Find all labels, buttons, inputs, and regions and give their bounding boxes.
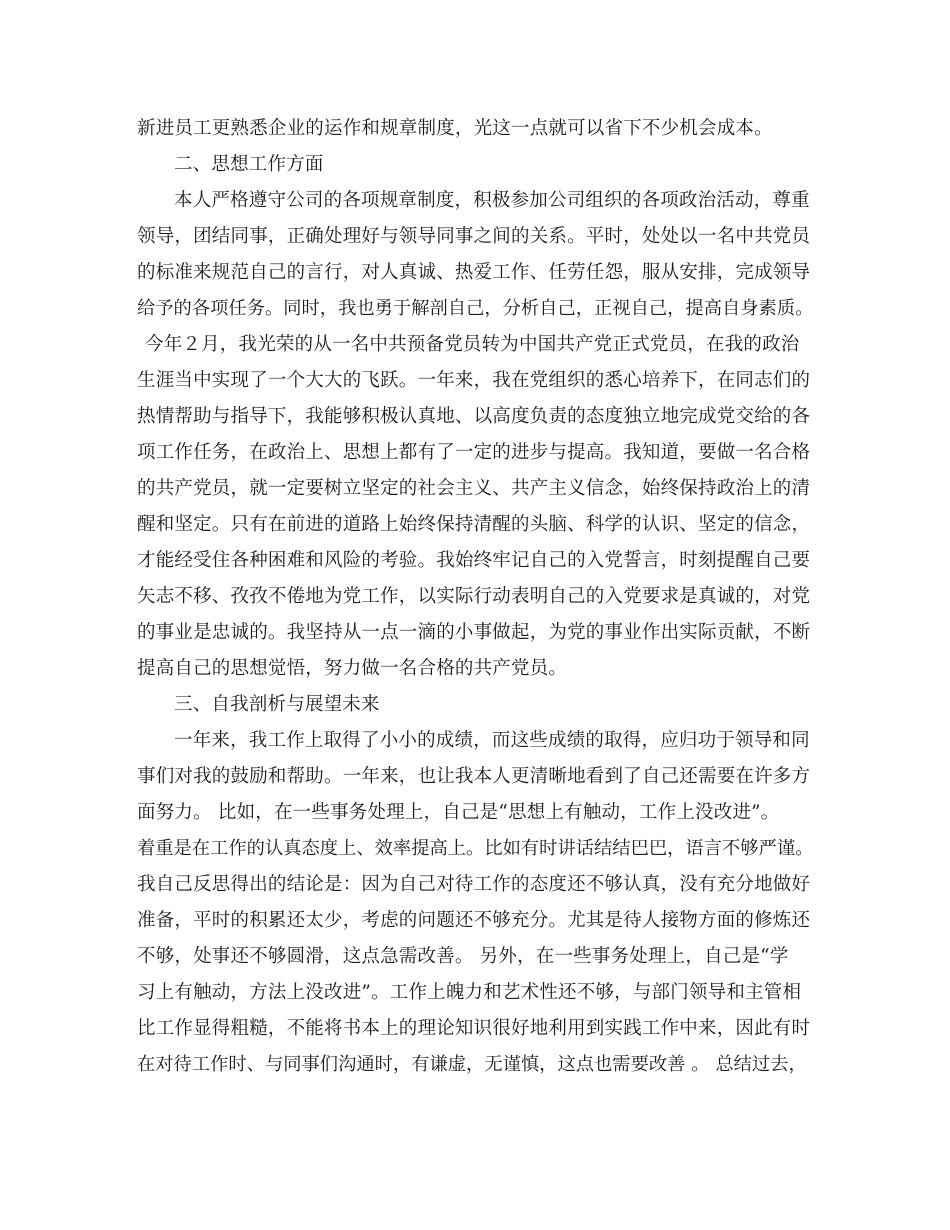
text-line: 给予的各项任务。同时，我也勇于解剖自己，分析自己，正视自己，提高自身素质。 (137, 298, 814, 319)
text-line: 才能经受住各种困难和风险的考验。我始终牢记自己的入党誓言，时刻提醒自己要 (137, 550, 811, 571)
paragraph-first-line: 一年来，我工作上取得了小小的成绩，而这些成绩的取得，应归功于领导和同 (174, 730, 810, 751)
text-line: 领导，团结同事，正确处理好与领导同事之间的关系。平时，处处以一名中共党员 (137, 226, 811, 247)
text-line: 项工作任务，在政治上、思想上都有了一定的进步与提高。我知道，要做一名合格 (137, 442, 811, 463)
text-line: 着重是在工作的认真态度上、效率提高上。比如有时讲话结结巴巴，语言不够严谨。 (137, 838, 814, 859)
text-line: 习上有触动，方法上没改进”。工作上魄力和艺术性还不够，与部门领导和主管相 (137, 982, 802, 1003)
text-line: 矢志不移、孜孜不倦地为党工作，以实际行动表明自己的入党要求是真诚的，对党 (137, 586, 811, 607)
section-heading-thought-work: 二、思想工作方面 (174, 154, 324, 175)
section-heading-self-analysis: 三、自我剖析与展望未来 (174, 694, 380, 715)
text-line: 不够，处事还不够圆滑，这点急需改善。 另外，在一些事务处理上，自己是“学 (137, 946, 789, 967)
text-line: 准备，平时的积累还太少，考虑的问题还不够充分。尤其是待人接物方面的修炼还 (137, 910, 811, 931)
text-line: 在对待工作时、与同事们沟通时，有谦虚，无谨慎，这点也需要改善 。 总结过去， (137, 1054, 807, 1075)
text-line: 比工作显得粗糙，不能将书本上的理论知识很好地利用到实践工作中来，因此有时 (137, 1018, 811, 1039)
text-line: 今年２月，我光荣的从一名中共预备党员转为中国共产党正式党员，在我的政治 (145, 334, 800, 355)
text-line: 热情帮助与指导下，我能够积极认真地、以高度负责的态度独立地完成党交给的各 (137, 406, 811, 427)
text-line: 我自己反思得出的结论是：因为自己对待工作的态度还不够认真，没有充分地做好 (137, 874, 811, 895)
text-line: 新进员工更熟悉企业的运作和规章制度，光这一点就可以省下不少机会成本。 (137, 118, 773, 139)
text-line: 的事业是忠诚的。我坚持从一点一滴的小事做起，为党的事业作出实际贡献，不断 (137, 622, 811, 643)
text-line: 生涯当中实现了一个大大的飞跃。一年来，我在党组织的悉心培养下，在同志们的 (137, 370, 811, 391)
text-line: 提高自己的思想觉悟，努力做一名合格的共产党员。 (137, 658, 568, 679)
text-line: 的标准来规范自己的言行，对人真诚、热爱工作、任劳任怨，服从安排，完成领导 (137, 262, 811, 283)
text-line: 醒和坚定。只有在前进的道路上始终保持清醒的头脑、科学的认识、坚定的信念， (137, 514, 811, 535)
text-line: 的共产党员，就一定要树立坚定的社会主义、共产主义信念，始终保持政治上的清 (137, 478, 811, 499)
text-line: 面努力。 比如，在一些事务处理上，自己是“思想上有触动，工作上没改进”。 (137, 802, 780, 823)
paragraph-first-line: 本人严格遵守公司的各项规章制度，积极参加公司组织的各项政治活动，尊重 (174, 190, 810, 211)
text-line: 事们对我的鼓励和帮助。一年来，也让我本人更清晰地看到了自己还需要在许多方 (137, 766, 811, 787)
